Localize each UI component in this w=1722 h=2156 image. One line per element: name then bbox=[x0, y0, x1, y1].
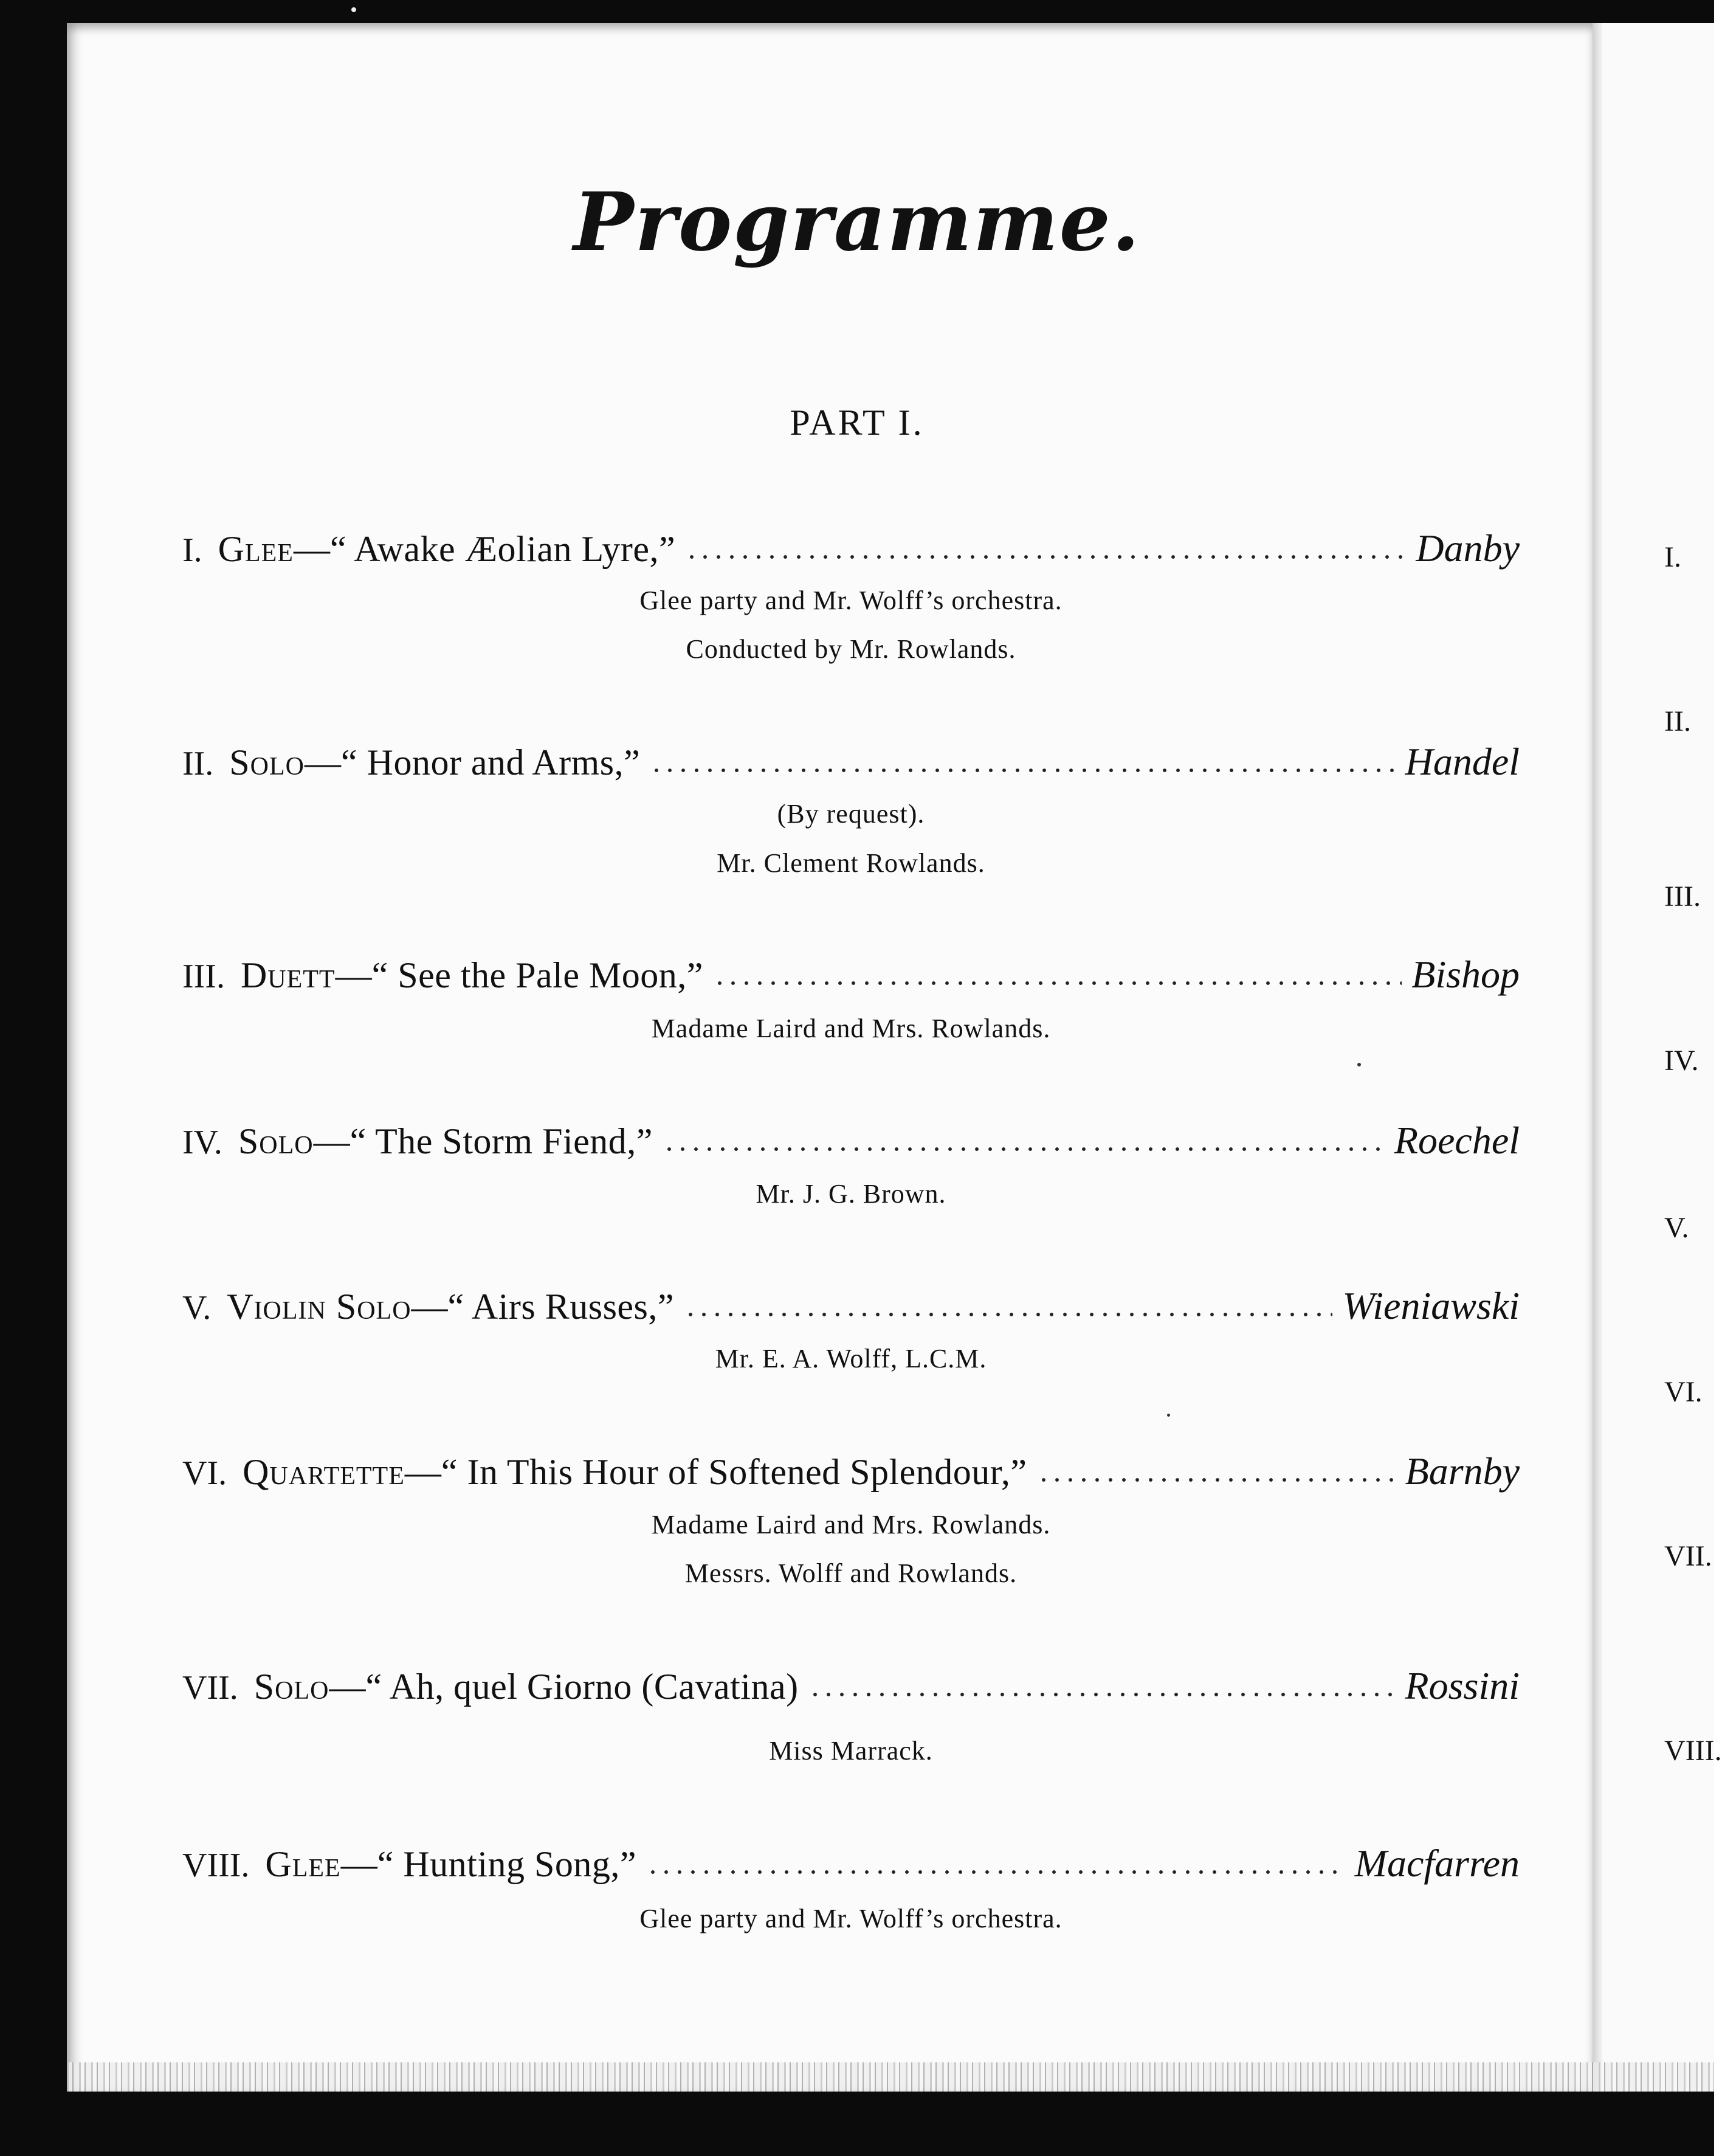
item-composer: Danby bbox=[1416, 527, 1520, 570]
ink-speck bbox=[1167, 1414, 1170, 1417]
item-title: “ The Storm Fiend,” bbox=[350, 1121, 653, 1161]
item-title: “ Ah, quel Giorno (Cavatina) bbox=[365, 1667, 799, 1707]
dot-leader bbox=[650, 767, 1395, 774]
item-dash: — bbox=[411, 1287, 448, 1327]
item-title: “ Awake Æolian Lyre,” bbox=[329, 529, 676, 569]
item-dash: — bbox=[293, 529, 330, 569]
facing-page-number: IV. bbox=[1664, 1045, 1699, 1077]
performer-note: Glee party and Mr. Wolff’s orchestra. bbox=[639, 1904, 1062, 1933]
scan-border-bottom bbox=[0, 2092, 1714, 2156]
item-composer: Rossini bbox=[1405, 1664, 1520, 1707]
page-title: Programme. bbox=[573, 175, 1141, 269]
facing-page-number: V. bbox=[1664, 1212, 1689, 1244]
ink-speck bbox=[351, 7, 356, 12]
facing-page-number: VI. bbox=[1664, 1376, 1703, 1408]
programme-item-6 bbox=[182, 1447, 1520, 1496]
performer-note: Mr. E. A. Wolff, L.C.M. bbox=[715, 1344, 987, 1373]
item-type: Glee bbox=[265, 1844, 341, 1884]
scan-border-left bbox=[0, 0, 67, 2156]
item-type: Quartette bbox=[243, 1452, 405, 1492]
facing-page-number: III. bbox=[1664, 880, 1701, 913]
dot-leader bbox=[684, 1311, 1332, 1318]
performer-note: Madame Laird and Mrs. Rowlands. bbox=[651, 1014, 1051, 1043]
programme-item-7 bbox=[182, 1662, 1520, 1710]
facing-page-number: II. bbox=[1664, 705, 1691, 738]
dot-leader bbox=[685, 553, 1406, 561]
performer-note: Madame Laird and Mrs. Rowlands. bbox=[651, 1510, 1051, 1539]
item-number: VII. bbox=[182, 1669, 238, 1707]
item-dash: — bbox=[329, 1667, 366, 1707]
performer-note: Miss Marrack. bbox=[769, 1736, 933, 1766]
item-composer: Bishop bbox=[1411, 953, 1520, 996]
item-dash: — bbox=[335, 955, 372, 995]
dot-leader bbox=[713, 980, 1402, 987]
dot-leader bbox=[646, 1868, 1345, 1876]
ink-speck bbox=[1357, 1063, 1361, 1066]
item-number: IV. bbox=[182, 1124, 222, 1161]
performer-note: Mr. Clement Rowlands. bbox=[717, 848, 985, 878]
programme-item-5 bbox=[182, 1282, 1520, 1330]
item-composer: Barnby bbox=[1405, 1449, 1520, 1493]
performer-note: (By request). bbox=[777, 799, 925, 829]
performer-note: Glee party and Mr. Wolff’s orchestra. bbox=[639, 586, 1062, 615]
performer-note: Messrs. Wolff and Rowlands. bbox=[684, 1558, 1018, 1588]
performer-note: Mr. J. G. Brown. bbox=[756, 1179, 946, 1209]
item-type: Glee bbox=[218, 529, 294, 569]
item-title: “ In This Hour of Softened Splendour,” bbox=[441, 1452, 1027, 1492]
item-title: “ Hunting Song,” bbox=[377, 1844, 636, 1884]
dot-leader bbox=[663, 1145, 1385, 1153]
paper-edge-texture bbox=[67, 2062, 1714, 2092]
item-type: Solo bbox=[253, 1667, 329, 1707]
scan-border-top bbox=[0, 0, 1714, 23]
item-title: “ Airs Russes,” bbox=[447, 1287, 675, 1327]
programme-item-8 bbox=[182, 1839, 1520, 1888]
item-type: Duett bbox=[240, 955, 336, 995]
facing-page-number: I. bbox=[1664, 541, 1681, 573]
item-dash: — bbox=[340, 1844, 377, 1884]
programme-item-2 bbox=[182, 738, 1520, 786]
item-number: III. bbox=[182, 958, 225, 995]
item-composer: Roechel bbox=[1394, 1119, 1520, 1162]
item-number: VI. bbox=[182, 1454, 227, 1492]
item-type: Violin Solo bbox=[227, 1287, 412, 1327]
programme-item-4 bbox=[182, 1116, 1520, 1165]
item-dash: — bbox=[313, 1121, 350, 1161]
item-number: II. bbox=[182, 745, 214, 783]
item-composer: Handel bbox=[1405, 740, 1520, 783]
dot-leader bbox=[808, 1691, 1396, 1698]
item-type: Solo bbox=[238, 1121, 314, 1161]
item-dash: — bbox=[304, 742, 341, 783]
performer-note: Conducted by Mr. Rowlands. bbox=[686, 634, 1016, 664]
item-title: “ See the Pale Moon,” bbox=[371, 955, 703, 995]
programme-item-3 bbox=[182, 950, 1520, 999]
item-composer: Wieniawski bbox=[1342, 1284, 1520, 1327]
page-gutter bbox=[1593, 23, 1602, 2092]
part-heading: PART I. bbox=[790, 403, 925, 443]
item-composer: Macfarren bbox=[1354, 1842, 1520, 1885]
item-number: V. bbox=[182, 1289, 212, 1327]
item-number: I. bbox=[182, 531, 202, 569]
item-type: Solo bbox=[229, 742, 305, 783]
facing-page-number: VII. bbox=[1664, 1540, 1712, 1572]
programme-item-1 bbox=[182, 524, 1520, 573]
facing-page-number: VIII. bbox=[1664, 1735, 1722, 1767]
dot-leader bbox=[1037, 1476, 1396, 1484]
programme-page bbox=[67, 23, 1593, 2092]
item-dash: — bbox=[404, 1452, 441, 1492]
item-number: VIII. bbox=[182, 1847, 250, 1884]
item-title: “ Honor and Arms,” bbox=[340, 742, 641, 783]
